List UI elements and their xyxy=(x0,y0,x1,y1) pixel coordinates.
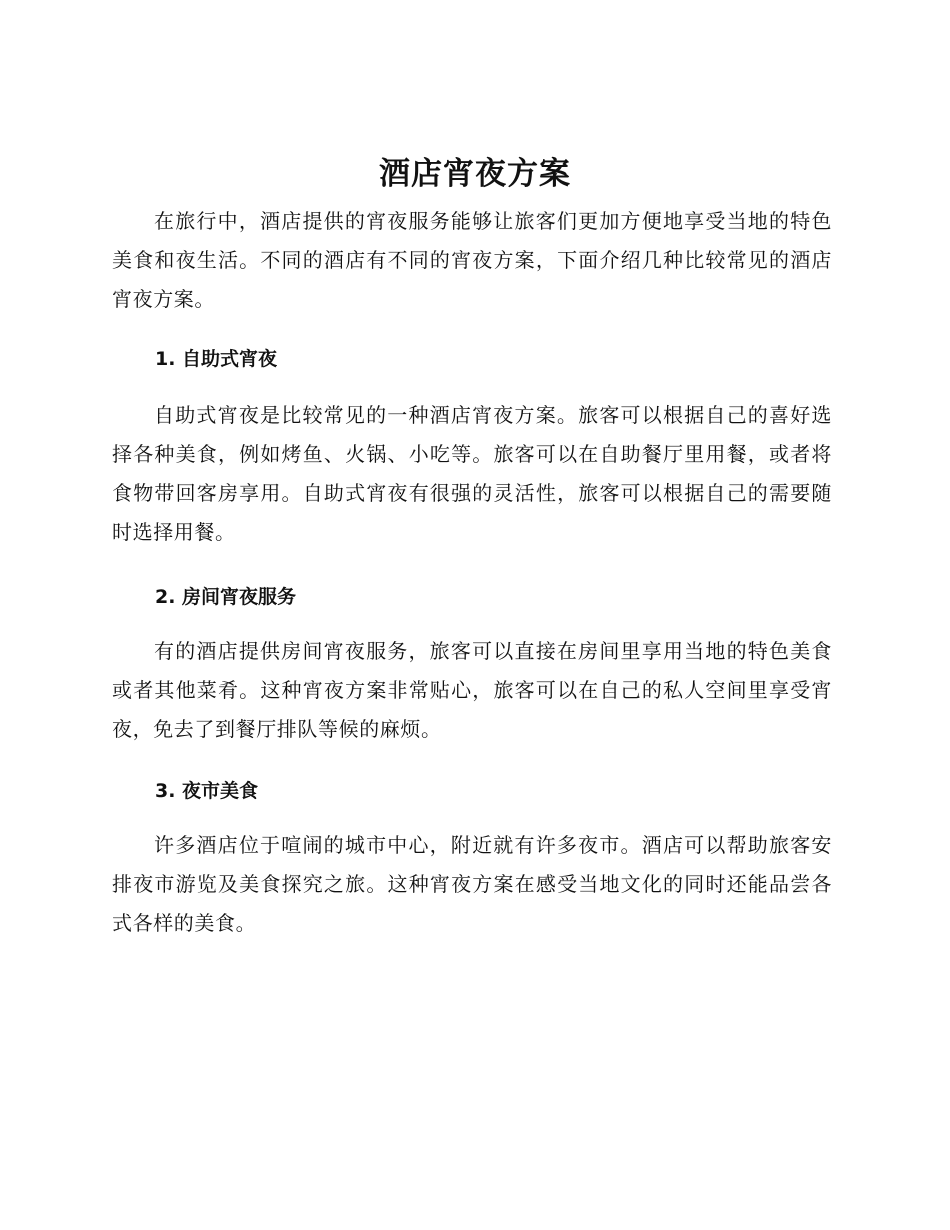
section-body-night-market: 许多酒店位于喧闹的城市中心，附近就有许多夜市。酒店可以帮助旅客安排夜市游览及美食探究之旅。这种宵夜方案在感受当地文化的同时还能品尝各式各样的美食。 xyxy=(112,833,832,935)
section-heading-buffet: 1. 自助式宵夜 xyxy=(155,348,278,370)
section-body-buffet: 自助式宵夜是比较常见的一种酒店宵夜方案。旅客可以根据自己的喜好选择各种美食，例如烤鱼、火锅、小吃等。旅客可以在自助餐厅里用餐，或者将食物带回客房享用。自助式宵夜有很强的灵活性，旅客可以根据自己的需要随时选择用餐。 xyxy=(112,403,832,544)
document-title: 酒店宵夜方案 xyxy=(379,156,571,192)
intro-paragraph: 在旅行中，酒店提供的宵夜服务能够让旅客们更加方便地享受当地的特色美食和夜生活。不同的酒店有不同的宵夜方案，下面介绍几种比较常见的酒店宵夜方案。 xyxy=(112,209,832,311)
section-heading-room-service: 2. 房间宵夜服务 xyxy=(155,586,297,608)
section-body-room-service: 有的酒店提供房间宵夜服务，旅客可以直接在房间里享用当地的特色美食或者其他菜肴。这种宵夜方案非常贴心，旅客可以在自己的私人空间里享受宵夜，免去了到餐厅排队等候的麻烦。 xyxy=(112,639,832,741)
section-heading-night-market: 3. 夜市美食 xyxy=(155,780,259,802)
